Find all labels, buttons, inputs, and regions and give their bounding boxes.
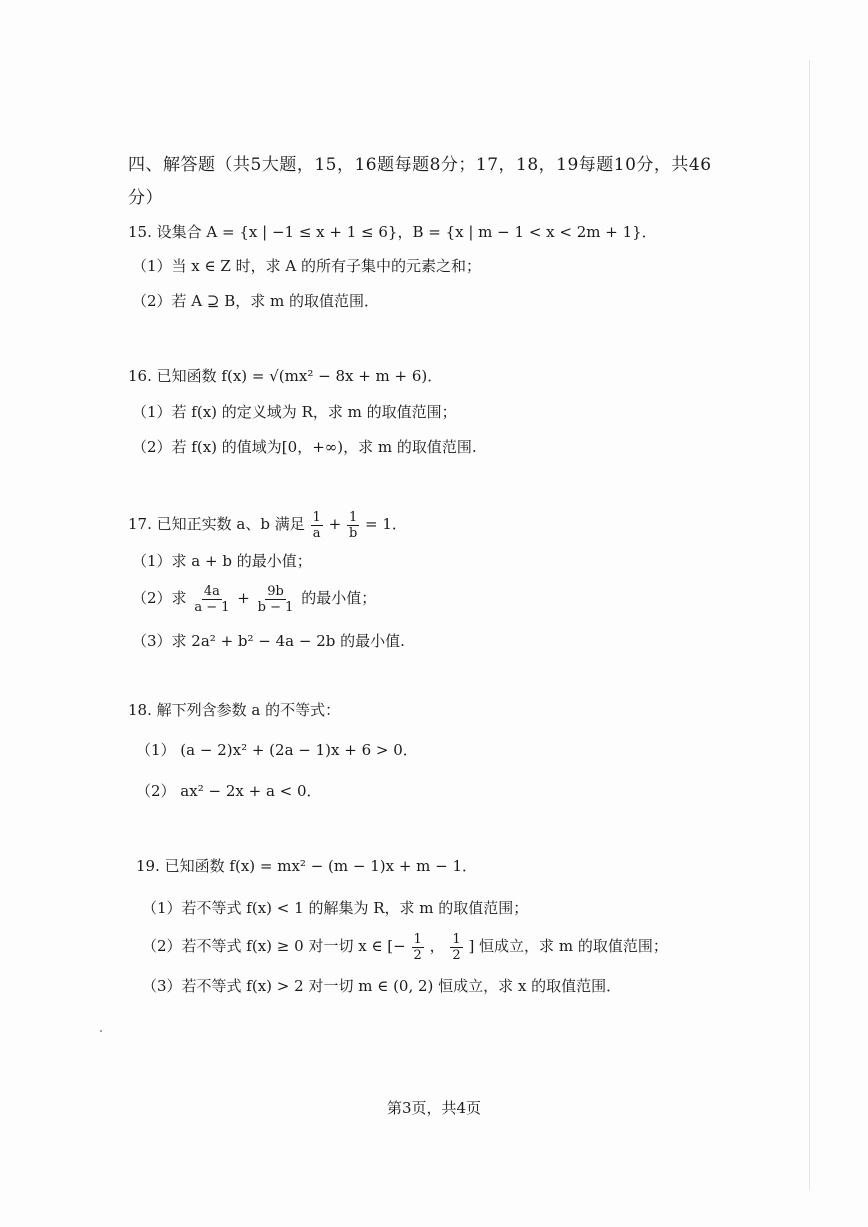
- problem-16-part-1: （1）若 f(x) 的定义域为 R，求 m 的取值范围；: [132, 403, 457, 421]
- fraction-denominator: a: [312, 525, 321, 541]
- scan-speck: [100, 1030, 102, 1032]
- problem-17-part-3: （3）求 2a² + b² − 4a − 2b 的最小值.: [132, 632, 405, 650]
- scan-edge-line: [809, 60, 810, 1190]
- section-heading-line2: 分）: [128, 188, 163, 208]
- problem-16-stem: [128, 366, 442, 386]
- problem-number: 18.: [128, 701, 152, 719]
- part-prefix: （2）若不等式 f(x) ≥ 0 对一切 x ∈ [−: [142, 937, 406, 955]
- problem-stem: 设集合 A = {x | −1 ≤ x + 1 ≤ 6}，B = {x | m − 1 < x < 2m + 1}．: [156, 223, 657, 241]
- section-heading-line1: 四、解答题（共5大题，15，16题每题8分；17，18，19每题10分，共46: [128, 155, 712, 175]
- problem-stem: 解下列含参数 a 的不等式：: [156, 701, 341, 719]
- plus-sign: +: [237, 589, 250, 607]
- problem-number: 19.: [136, 857, 160, 875]
- problem-15-stem: [128, 222, 657, 242]
- fraction-numerator: 1: [452, 931, 461, 947]
- fraction-denominator: 2: [413, 947, 422, 963]
- part-suffix: ] 恒成立，求 m 的取值范围；: [468, 937, 668, 955]
- plus-sign: +: [328, 515, 342, 533]
- fraction-one-over-b: [347, 510, 359, 541]
- problem-18-stem: [128, 700, 340, 720]
- fraction-numerator: 9b: [267, 583, 284, 599]
- part-suffix: 的最小值；: [301, 589, 377, 607]
- fraction-4a-over-a-minus-1: [192, 584, 231, 615]
- problem-19-part-3: （3）若不等式 f(x) > 2 对一切 m ∈ (0, 2) 恒成立，求 x 的取值范围．: [142, 977, 622, 995]
- fraction-one-half: [412, 932, 424, 963]
- problem-15-part-1: （1）当 x ∈ Z 时，求 A 的所有子集中的元素之和；: [132, 257, 481, 275]
- problem-stem: 已知函数 f(x) = mx² − (m − 1)x + m − 1．: [164, 857, 478, 875]
- part-prefix: （2）求: [132, 589, 187, 607]
- problem-stem-prefix: 已知正实数 a、b 满足: [156, 515, 305, 533]
- problem-stem: 已知函数 f(x) = √(mx² − 8x + m + 6)．: [156, 367, 443, 385]
- comma: ，: [429, 937, 445, 955]
- problem-19-part-2: [142, 931, 668, 963]
- fraction-numerator: 1: [312, 509, 321, 525]
- problem-17-part-2: [132, 583, 376, 615]
- problem-number: 16.: [128, 367, 152, 385]
- fraction-numerator: 1: [413, 931, 422, 947]
- fraction-denominator: b: [348, 525, 358, 541]
- fraction-denominator: b − 1: [257, 599, 294, 615]
- problem-17-part-1: （1）求 a + b 的最小值；: [132, 552, 312, 570]
- problem-16-part-2: （2）若 f(x) 的值域为[0，+∞)，求 m 的取值范围.: [132, 438, 477, 456]
- problem-17-stem: [128, 509, 407, 541]
- problem-19-part-1: （1）若不等式 f(x) < 1 的解集为 R，求 m 的取值范围；: [142, 899, 529, 917]
- fraction-denominator: 2: [452, 947, 461, 963]
- fraction-one-half: [450, 932, 462, 963]
- page-number-footer: 第3页，共4页: [386, 1099, 482, 1117]
- fraction-numerator: 4a: [203, 583, 220, 599]
- problem-19-stem: [136, 856, 477, 876]
- fraction-denominator: a − 1: [194, 599, 230, 615]
- problem-18-part-1: （1） (a − 2)x² + (2a − 1)x + 6 > 0．: [136, 741, 418, 759]
- problem-15-part-2: （2）若 A ⊇ B，求 m 的取值范围．: [132, 292, 380, 310]
- problem-18-part-2: （2） ax² − 2x + a < 0．: [136, 782, 322, 800]
- problem-stem-suffix: = 1．: [365, 515, 407, 533]
- fraction-9b-over-b-minus-1: [256, 584, 296, 615]
- problem-number: 15.: [128, 223, 152, 241]
- problem-number: 17.: [128, 515, 152, 533]
- fraction-numerator: 1: [348, 509, 358, 525]
- fraction-one-over-a: [311, 510, 323, 541]
